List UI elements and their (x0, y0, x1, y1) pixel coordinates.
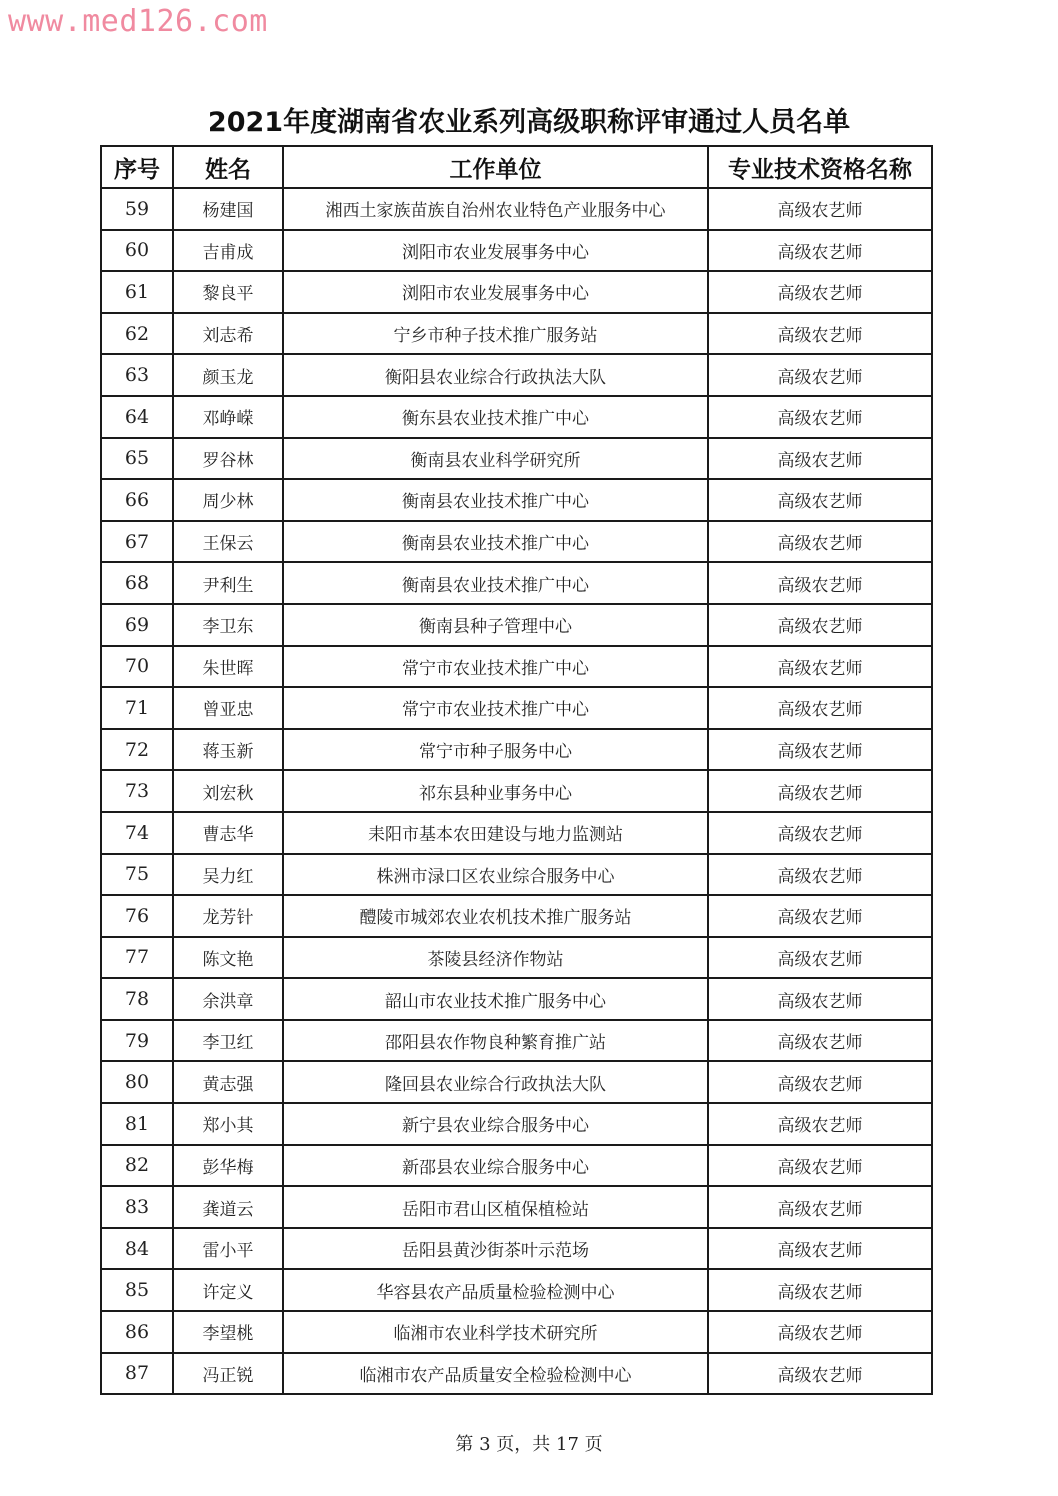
cell-qualification: 高级农艺师 (708, 562, 932, 604)
table-row (101, 1145, 932, 1187)
cell-seq: 75 (101, 854, 173, 896)
cell-seq: 61 (101, 271, 173, 313)
table-row (101, 770, 932, 812)
cell-unit: 常宁市农业技术推广中心 (283, 646, 708, 688)
cell-seq: 84 (101, 1228, 173, 1270)
table-row (101, 313, 932, 355)
cell-qualification: 高级农艺师 (708, 687, 932, 729)
header-row (101, 146, 932, 188)
cell-qualification: 高级农艺师 (708, 313, 932, 355)
cell-unit: 茶陵县经济作物站 (283, 937, 708, 979)
watermark-url: www.med126.com (8, 4, 268, 39)
cell-qualification: 高级农艺师 (708, 521, 932, 563)
cell-qualification: 高级农艺师 (708, 354, 932, 396)
cell-qualification: 高级农艺师 (708, 604, 932, 646)
cell-name: 陈文艳 (173, 937, 283, 979)
table-row (101, 521, 932, 563)
cell-qualification: 高级农艺师 (708, 1228, 932, 1270)
table-row (101, 1103, 932, 1145)
cell-unit: 衡东县农业技术推广中心 (283, 396, 708, 438)
cell-name: 李望桃 (173, 1311, 283, 1353)
table-row (101, 1020, 932, 1062)
cell-name: 邓峥嵘 (173, 396, 283, 438)
cell-name: 余洪章 (173, 978, 283, 1020)
cell-qualification: 高级农艺师 (708, 1269, 932, 1311)
cell-qualification: 高级农艺师 (708, 729, 932, 771)
cell-seq: 59 (101, 188, 173, 230)
cell-unit: 祁东县种业事务中心 (283, 770, 708, 812)
table-row (101, 854, 932, 896)
cell-seq: 69 (101, 604, 173, 646)
cell-name: 雷小平 (173, 1228, 283, 1270)
table-header (101, 146, 932, 188)
table-row (101, 1186, 932, 1228)
cell-seq: 76 (101, 895, 173, 937)
table-row (101, 562, 932, 604)
cell-unit: 岳阳市君山区植保植检站 (283, 1186, 708, 1228)
cell-unit: 衡南县农业技术推广中心 (283, 562, 708, 604)
cell-qualification: 高级农艺师 (708, 812, 932, 854)
cell-qualification: 高级农艺师 (708, 188, 932, 230)
cell-qualification: 高级农艺师 (708, 438, 932, 480)
cell-unit: 衡阳县农业综合行政执法大队 (283, 354, 708, 396)
cell-unit: 华容县农产品质量检验检测中心 (283, 1269, 708, 1311)
cell-unit: 宁乡市种子技术推广服务站 (283, 313, 708, 355)
cell-name: 彭华梅 (173, 1145, 283, 1187)
cell-seq: 68 (101, 562, 173, 604)
cell-unit: 新宁县农业综合服务中心 (283, 1103, 708, 1145)
cell-unit: 衡南县种子管理中心 (283, 604, 708, 646)
cell-qualification: 高级农艺师 (708, 230, 932, 272)
cell-name: 王保云 (173, 521, 283, 563)
cell-seq: 79 (101, 1020, 173, 1062)
table-row (101, 1311, 932, 1353)
cell-name: 曾亚忠 (173, 687, 283, 729)
table-row (101, 271, 932, 313)
cell-seq: 83 (101, 1186, 173, 1228)
cell-qualification: 高级农艺师 (708, 978, 932, 1020)
cell-qualification: 高级农艺师 (708, 895, 932, 937)
cell-unit: 邵阳县农作物良种繁育推广站 (283, 1020, 708, 1062)
cell-qualification: 高级农艺师 (708, 1020, 932, 1062)
cell-name: 李卫红 (173, 1020, 283, 1062)
cell-unit: 衡南县农业技术推广中心 (283, 479, 708, 521)
cell-seq: 70 (101, 646, 173, 688)
table-row (101, 1353, 932, 1395)
cell-qualification: 高级农艺师 (708, 1145, 932, 1187)
table-row (101, 438, 932, 480)
document-title: 2021年度湖南省农业系列高级职称评审通过人员名单 (207, 107, 851, 138)
cell-name: 颜玉龙 (173, 354, 283, 396)
cell-seq: 86 (101, 1311, 173, 1353)
cell-name: 刘志希 (173, 313, 283, 355)
cell-name: 朱世晖 (173, 646, 283, 688)
cell-seq: 60 (101, 230, 173, 272)
cell-name: 龙芳针 (173, 895, 283, 937)
cell-unit: 衡南县农业科学研究所 (283, 438, 708, 480)
cell-qualification: 高级农艺师 (708, 646, 932, 688)
table-row (101, 230, 932, 272)
cell-name: 尹利生 (173, 562, 283, 604)
cell-name: 刘宏秋 (173, 770, 283, 812)
cell-unit: 新邵县农业综合服务中心 (283, 1145, 708, 1187)
cell-seq: 82 (101, 1145, 173, 1187)
cell-name: 吴力红 (173, 854, 283, 896)
cell-name: 黎良平 (173, 271, 283, 313)
table-row (101, 354, 932, 396)
cell-seq: 80 (101, 1061, 173, 1103)
header-qualification: 专业技术资格名称 (708, 146, 932, 188)
cell-seq: 62 (101, 313, 173, 355)
cell-seq: 65 (101, 438, 173, 480)
cell-seq: 64 (101, 396, 173, 438)
table-row (101, 895, 932, 937)
cell-seq: 81 (101, 1103, 173, 1145)
cell-name: 郑小其 (173, 1103, 283, 1145)
table-row (101, 646, 932, 688)
cell-unit: 株洲市渌口区农业综合服务中心 (283, 854, 708, 896)
cell-qualification: 高级农艺师 (708, 937, 932, 979)
cell-unit: 湘西土家族苗族自治州农业特色产业服务中心 (283, 188, 708, 230)
cell-unit: 耒阳市基本农田建设与地力监测站 (283, 812, 708, 854)
cell-unit: 临湘市农业科学技术研究所 (283, 1311, 708, 1353)
cell-qualification: 高级农艺师 (708, 271, 932, 313)
table-body (101, 188, 932, 1394)
cell-seq: 87 (101, 1353, 173, 1395)
cell-unit: 常宁市农业技术推广中心 (283, 687, 708, 729)
table-row (101, 1269, 932, 1311)
cell-qualification: 高级农艺师 (708, 1103, 932, 1145)
table-row (101, 729, 932, 771)
cell-qualification: 高级农艺师 (708, 770, 932, 812)
cell-unit: 浏阳市农业发展事务中心 (283, 230, 708, 272)
cell-name: 罗谷林 (173, 438, 283, 480)
cell-name: 李卫东 (173, 604, 283, 646)
table-row (101, 1228, 932, 1270)
cell-unit: 衡南县农业技术推广中心 (283, 521, 708, 563)
roster-table (100, 145, 933, 1395)
cell-seq: 73 (101, 770, 173, 812)
cell-name: 龚道云 (173, 1186, 283, 1228)
cell-seq: 67 (101, 521, 173, 563)
cell-name: 许定义 (173, 1269, 283, 1311)
cell-qualification: 高级农艺师 (708, 854, 932, 896)
cell-seq: 85 (101, 1269, 173, 1311)
cell-qualification: 高级农艺师 (708, 479, 932, 521)
cell-unit: 韶山市农业技术推广服务中心 (283, 978, 708, 1020)
table-row (101, 479, 932, 521)
cell-unit: 常宁市种子服务中心 (283, 729, 708, 771)
cell-seq: 77 (101, 937, 173, 979)
cell-seq: 71 (101, 687, 173, 729)
header-unit: 工作单位 (283, 146, 708, 188)
table-row (101, 604, 932, 646)
cell-name: 周少林 (173, 479, 283, 521)
cell-qualification: 高级农艺师 (708, 1186, 932, 1228)
cell-name: 吉甫成 (173, 230, 283, 272)
table-row (101, 812, 932, 854)
table-row (101, 396, 932, 438)
cell-name: 蒋玉新 (173, 729, 283, 771)
cell-unit: 临湘市农产品质量安全检验检测中心 (283, 1353, 708, 1395)
header-seq: 序号 (101, 146, 173, 188)
cell-qualification: 高级农艺师 (708, 1311, 932, 1353)
table-row (101, 188, 932, 230)
cell-seq: 63 (101, 354, 173, 396)
cell-qualification: 高级农艺师 (708, 1061, 932, 1103)
table-row (101, 937, 932, 979)
cell-name: 曹志华 (173, 812, 283, 854)
table-row (101, 1061, 932, 1103)
cell-name: 杨建国 (173, 188, 283, 230)
cell-name: 黄志强 (173, 1061, 283, 1103)
cell-name: 冯正锐 (173, 1353, 283, 1395)
cell-seq: 78 (101, 978, 173, 1020)
header-name: 姓名 (173, 146, 283, 188)
table-row (101, 978, 932, 1020)
cell-seq: 74 (101, 812, 173, 854)
table-row (101, 687, 932, 729)
cell-seq: 66 (101, 479, 173, 521)
cell-unit: 醴陵市城郊农业农机技术推广服务站 (283, 895, 708, 937)
cell-qualification: 高级农艺师 (708, 1353, 932, 1395)
cell-seq: 72 (101, 729, 173, 771)
cell-unit: 隆回县农业综合行政执法大队 (283, 1061, 708, 1103)
cell-unit: 浏阳市农业发展事务中心 (283, 271, 708, 313)
cell-qualification: 高级农艺师 (708, 396, 932, 438)
page-number: 第 3 页，共 17 页 (455, 1434, 603, 1455)
cell-unit: 岳阳县黄沙街茶叶示范场 (283, 1228, 708, 1270)
